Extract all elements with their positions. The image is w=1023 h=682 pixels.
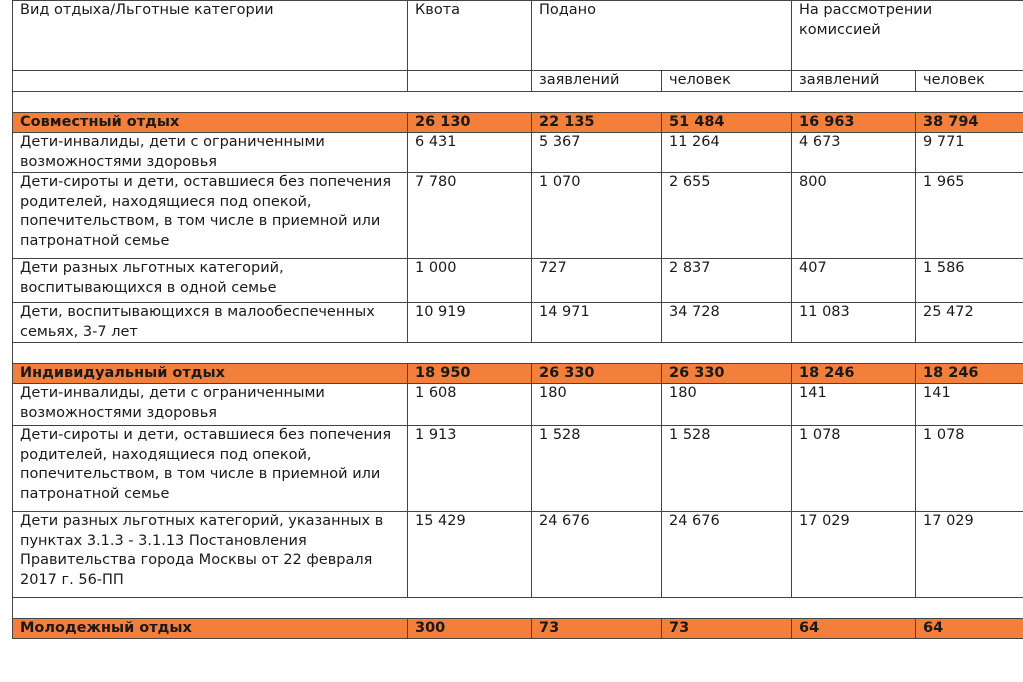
- table-cell: 34 728: [662, 303, 792, 343]
- row-label: Дети-сироты и дети, оставшиеся без попечения родителей, находящиеся под опекой, попечительством, в том числе в приемной или патронатной семье: [13, 426, 408, 512]
- table-cell: 22 135: [532, 113, 662, 133]
- table-cell: 7 780: [408, 173, 532, 259]
- row-label: Дети-сироты и дети, оставшиеся без попечения родителей, находящиеся под опекой, попечительством, в том числе в приемной или патронатной семье: [13, 173, 408, 259]
- table-cell: 2 655: [662, 173, 792, 259]
- row-label: Дети, воспитывающихся в малообеспеченных семьях, 3-7 лет: [13, 303, 408, 343]
- row-label: Дети разных льготных категорий, воспитывающихся в одной семье: [13, 259, 408, 303]
- table-cell: 51 484: [662, 113, 792, 133]
- table-cell: 64: [916, 619, 1023, 639]
- table-cell: 800: [792, 173, 916, 259]
- table-cell: 18 950: [408, 364, 532, 384]
- table-row: [13, 384, 1023, 426]
- header-row: [13, 1, 1023, 71]
- row-label: Дети-инвалиды, дети с ограниченными возможностями здоровья: [13, 384, 408, 426]
- section-row: [13, 619, 1023, 639]
- table-cell: 26 130: [408, 113, 532, 133]
- header-quota: Квота: [408, 1, 532, 71]
- table-cell: 141: [916, 384, 1023, 426]
- subheader-submitted-people: человек: [662, 71, 792, 92]
- table-cell: 1 965: [916, 173, 1023, 259]
- table-cell: 2 837: [662, 259, 792, 303]
- table-row: [13, 259, 1023, 303]
- table-cell: 180: [662, 384, 792, 426]
- table-cell: 180: [532, 384, 662, 426]
- table-cell: 26 330: [662, 364, 792, 384]
- table-cell: 1 913: [408, 426, 532, 512]
- subheader-submitted-applications: заявлений: [532, 71, 662, 92]
- table-cell: 17 029: [916, 512, 1023, 598]
- table-cell: 300: [408, 619, 532, 639]
- table-cell: 25 472: [916, 303, 1023, 343]
- subheader-empty-quota: [408, 71, 532, 92]
- subheader-row: [13, 71, 1023, 92]
- section-title: Совместный отдых: [13, 113, 408, 133]
- table-cell: 4 673: [792, 133, 916, 173]
- table-cell: 1 070: [532, 173, 662, 259]
- table-row: [13, 303, 1023, 343]
- table-row: [13, 173, 1023, 259]
- table-cell: 11 264: [662, 133, 792, 173]
- table-row: [13, 512, 1023, 598]
- table-cell: 15 429: [408, 512, 532, 598]
- table-cell: 24 676: [532, 512, 662, 598]
- table-cell: 1 078: [792, 426, 916, 512]
- table-cell: 141: [792, 384, 916, 426]
- spacer-row: [13, 92, 1023, 113]
- table-cell: 1 608: [408, 384, 532, 426]
- quota-table: [12, 0, 1023, 639]
- section-row: [13, 113, 1023, 133]
- table-cell: 407: [792, 259, 916, 303]
- table-cell: 64: [792, 619, 916, 639]
- section-row: [13, 364, 1023, 384]
- spacer-row: [13, 343, 1023, 364]
- table-cell: 17 029: [792, 512, 916, 598]
- table-cell: 10 919: [408, 303, 532, 343]
- row-label: Дети разных льготных категорий, указанных в пунктах 3.1.3 - 3.1.13 Постановления Правительства города Москвы от 22 февраля 2017 г. 56-ПП: [13, 512, 408, 598]
- subheader-empty-category: [13, 71, 408, 92]
- table-cell: 38 794: [916, 113, 1023, 133]
- table-row: [13, 426, 1023, 512]
- table-cell: 16 963: [792, 113, 916, 133]
- table-cell: 1 000: [408, 259, 532, 303]
- spacer-row: [13, 598, 1023, 619]
- header-review: На рассмотрении комиссией: [792, 1, 1023, 71]
- table-cell: 14 971: [532, 303, 662, 343]
- table-cell: 1 078: [916, 426, 1023, 512]
- row-label: Дети-инвалиды, дети с ограниченными возможностями здоровья: [13, 133, 408, 173]
- table-cell: 73: [532, 619, 662, 639]
- table-row: [13, 133, 1023, 173]
- section-title: Индивидуальный отдых: [13, 364, 408, 384]
- table-cell: 1 586: [916, 259, 1023, 303]
- table-cell: 1 528: [532, 426, 662, 512]
- table-cell: 73: [662, 619, 792, 639]
- table-cell: 1 528: [662, 426, 792, 512]
- table-cell: 6 431: [408, 133, 532, 173]
- subheader-review-applications: заявлений: [792, 71, 916, 92]
- table-cell: 727: [532, 259, 662, 303]
- table-cell: 5 367: [532, 133, 662, 173]
- table-cell: 24 676: [662, 512, 792, 598]
- table-cell: 18 246: [792, 364, 916, 384]
- table-cell: 18 246: [916, 364, 1023, 384]
- table-cell: 26 330: [532, 364, 662, 384]
- section-title: Молодежный отдых: [13, 619, 408, 639]
- header-submitted: Подано: [532, 1, 792, 71]
- table-cell: 9 771: [916, 133, 1023, 173]
- table-cell: 11 083: [792, 303, 916, 343]
- header-category: Вид отдыха/Льготные категории: [13, 1, 408, 71]
- subheader-review-people: человек: [916, 71, 1023, 92]
